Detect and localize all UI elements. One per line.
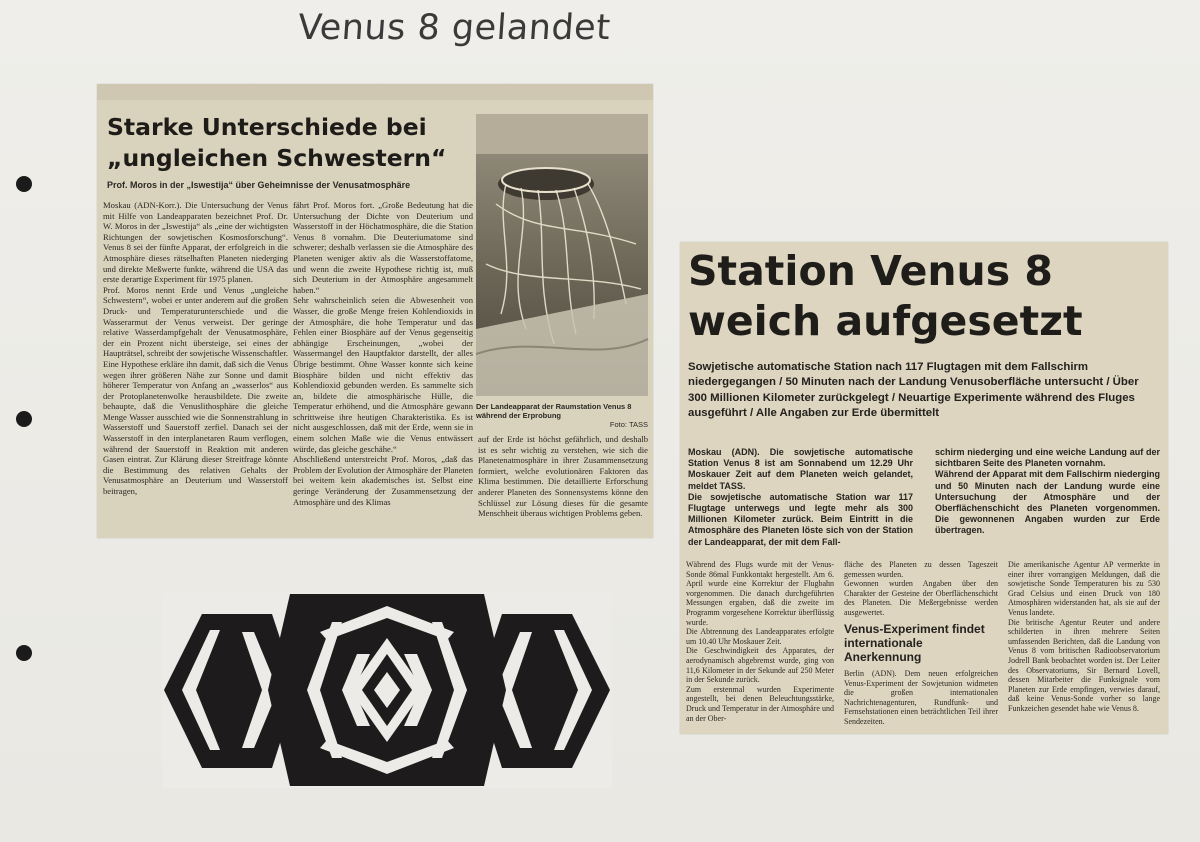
article-column: Während des Flugs wurde mit der Venus-Sonde 86mal Funkkontakt hergestellt. Am 6. April wurde eine Korrektur der Flugbahn vorgenommen. Die danach durchgeführten Messungen ergaben, daß die zweite im Programm vorgesehene Korrektur überflüssig wurde. Die Abtrennung des Landeapparates erfolgte um 10.40 Uhr Moskauer Zeit. Die Geschwindigkeit des Apparates, der aerodynamisch abgebremst wurde, ging von 11,6 Kilometer in der Sekunde auf 250 Meter in der Sekunde zurück. Zum erstenmal wurden Experimente angestellt, bei denen Beleuchtungsstärke, Druck und Temperatur in der Atmosphäre und an der Ober- xyxy=(686,560,834,723)
clipping-headline xyxy=(107,112,477,174)
article-column: auf der Erde ist höchst gefährlich, und deshalb ist es sehr wichtig zu verstehen, wie sich die Planetenatmosphäre in ihrer Zusammensetzung formiert, welche evolutionären Faktoren das Klima bestimmen. Die detaillierte Erforschung anderer Planeten des Sonnensystems könne den Schlüssel zur Lösung dieses für die gesamte Menschheit überaus wichtigen Problems geben. xyxy=(478,434,648,519)
binder-hole xyxy=(16,645,32,661)
clipping-subhead: Prof. Moros in der „Iswestija“ über Geheimnisse der Venusatmosphäre xyxy=(107,180,411,190)
headline-line: Starke Unterschiede bei xyxy=(107,113,427,141)
article-column: Moskau (ADN-Korr.). Die Untersuchung der Venus mit Hilfe von Landeapparaten bezeichnet Prof. Dr. W. Moros in der „Iswestija“ als „eine der wichtigsten Richtungen der sowjetischen Kosmosforschung“. Venus 8 sei der fünfte Apparat, der erfolgreich in die Atmosphäre dieses rätselhaften Planeten niederging und direkte Meßwerte funkte, während die USA das erste derartige Experiment für 1975 planen. Prof. Moros nennt Erde und Venus „ungleiche Schwestern“, wobei er unter anderem auf die großen Druck- und Temperaturunterschiede und die Wasserarmut der Venus verweist. Der geringe relative Wasserdampfgehalt der Venusatmosphäre, der ein Prozent nicht übersteige, sei eines der Haupträtsel, schreibt der sowjetische Wissenschaftler. Eine Hypothese erkläre ihn damit, daß sich die Venus wegen ihrer größeren Nähe zur Sonne und damit höherer Temperatur von Anfang an „wasserlos“ aus der Protoplanetenwolke herausbildete. Die zweite behaupte, daß die Venuslithosphäre die gleiche Menge Wasser ausschied wie die Sonnenstrahlung in Wasserstoff und Sauerstoff zerfiel. Danach sei der Wasserstoff in den interplanetaren Raum verflogen, während der Sauerstoff in Reaktion mit anderen Gasen eintrat. Zur Klärung dieser Streitfrage könnte die Bestimmung des relativen Gehalts der Venusatmosphäre an Deuterium und Wasserstoff beitragen, xyxy=(103,200,288,497)
lead-paragraph: Moskau (ADN). Die sowjetische automatische Station Venus 8 ist am Sonnabend um 12.29 Uhr Moskauer Zeit auf dem Planeten weich gelandet, meldet TASS. Die sowjetische automatische Station war 117 Flugtage unterwegs und legte mehr als 300 Millionen Kilometer zurück. Beim Eintritt in die Atmosphäre des Planeten löste sich von der Station der Landeapparat, der mit dem Fall- xyxy=(688,447,913,547)
headline-line: Station Venus 8 xyxy=(688,247,1053,295)
lead-paragraph: schirm niederging und eine weiche Landung auf der sichtbaren Seite des Planeten vornahm. Während der Apparat mit dem Fallschirm niederging und 50 Minuten nach der Landung wurde eine Untersuchung der Atmosphäre und der Oberflächenschicht des Planeten vorgenommen. Die gewonnenen Angaben wurden zur Erde übertragen. xyxy=(935,447,1160,536)
article-column: Die amerikanische Agentur AP vermerkte in einer ihrer vorrangigen Meldungen, daß die sowjetische Sonde Temperaturen bis zu 530 Grad Celsius und einen Druck von 180 Atmosphären widerstanden hat, als sie auf der Venus landete. Die britische Agentur Reuter und andere schilderten in ihren mehrere Seiten umfassenden Berichten, daß die Landung von Venus 8 vom britischen Radioobservatorium Jodrell Bank beobachtet worden ist. Der Leiter des Observatoriums, Sir Bernard Lovell, dessen Mitarbeiter die Funksignale vom Planeten zur Erde empfingen, verwies darauf, daß keine Venus-Sonde vorher so lange Funkzeichen gesendet habe wie Venus 8. xyxy=(1008,560,1160,713)
clipping-deck: Sowjetische automatische Station nach 117 Flugtagen mit dem Fallschirm niedergegangen / 50 Minuten nach der Landung Venusoberfläche untersucht / Über 300 Millionen Kilometer zurückgelegt / Neuartige Experimente während des Fluges ausgeführt / Alle Angaben zur Erde übermittelt xyxy=(688,361,1139,419)
caption-line: während der Erprobung xyxy=(476,411,562,420)
binder-hole xyxy=(16,411,32,427)
newspaper-clipping-venus8 xyxy=(680,242,1168,734)
newspaper-clipping-moros xyxy=(97,84,653,538)
headline-line: „ungleichen Schwestern“ xyxy=(107,144,447,172)
section-heading: Venus-Experiment findet internationale Anerkennung xyxy=(844,622,985,664)
photo-caption xyxy=(476,402,648,429)
article-column: fläche des Planeten zu dessen Tageszeit gemessen wurden. Gewonnen wurden Angaben über den Charakter der Gesteine der Oberflächenschicht des Planeten. Die Meßergebnisse werden ausgewertet. xyxy=(844,560,998,617)
article-column: Berlin (ADN). Dem neuen erfolgreichen Venus-Experiment der Sowjetunion widmeten die großen internationalen Nachrichtenagenturen, Rundfunk- und Fernsehstationen einen beträchtlichen Teil ihrer Sendezeiten. xyxy=(844,669,998,726)
clipping-headline xyxy=(688,246,1158,346)
lander-photo xyxy=(476,114,648,396)
photo-credit: Foto: TASS xyxy=(609,420,648,429)
clipping-torn-edge xyxy=(97,84,653,100)
lander-photo-image xyxy=(476,114,648,396)
headline-line: weich aufgesetzt xyxy=(688,297,1083,345)
binder-hole xyxy=(16,176,32,192)
caption-line: Der Landeapparat der Raumstation Venus 8 xyxy=(476,402,632,411)
handwritten-title: Venus 8 gelandet xyxy=(296,8,612,48)
paper-cut-ornament xyxy=(162,592,612,788)
article-column: fährt Prof. Moros fort. „Große Bedeutung hat die Untersuchung der Dichte von Deuterium und Wasserstoff in der Höchatmosphäre, die die Station Venus 8 vornahm. Die Deuteriumatome sind schwerer; deshalb verlassen sie die Atmosphäre des Planeten weniger aktiv als die Wasserstoffatome, und wenn die zweite Hypothese richtig ist, muß sich Deuterium in der Atmosphäre angesammelt haben.“ Sehr wahrscheinlich seien die Abwesenheit von Wasser, die große Menge freien Kohlendioxids in der Atmosphäre, die hohe Temperatur und das Fehlen einer Biosphäre auf der Venus gegenseitig abhängige Erscheinungen, „wobei der Wassermangel den Hauptfaktor darstellt, der alles Übrige bestimmt. Ohne Wasser konnte sich keine Biosphäre bilden und nicht effektiv das Kohlendioxid gebunden werden. Es sammelte sich an, bildete die atmosphärische Hülle, die Temperatur erhöhend, und die Atmosphäre gewann schrittweise ihre heutigen Charakteristika. Es ist nicht ausgeschlossen, daß mit der Erde, wenn sie in einem solchen Maße wie die Venus entwässert würde, das gleiche geschähe.“ Abschließend unterstreicht Prof. Moros, „daß das Problem der Evolution der Atmosphäre der Planeten bei weitem kein akademisches ist. Selbst eine geringe Veränderung der Zusammensetzung der Atmosphäre und des Klimas xyxy=(293,200,473,507)
